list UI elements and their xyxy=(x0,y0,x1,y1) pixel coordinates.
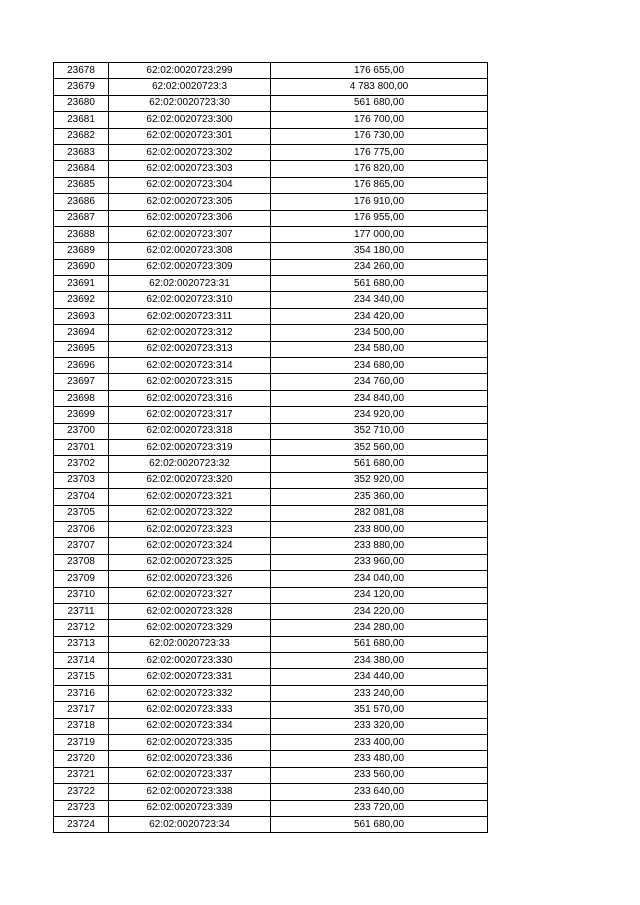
cadastral-value-cell: 176 910,00 xyxy=(271,194,488,210)
cadastral-value-cell: 234 420,00 xyxy=(271,308,488,324)
cadastral-value-cell: 234 260,00 xyxy=(271,259,488,275)
cadastral-number-cell: 62:02:0020723:321 xyxy=(109,489,271,505)
row-number-cell: 23693 xyxy=(54,308,109,324)
cadastral-number-cell: 62:02:0020723:303 xyxy=(109,161,271,177)
cadastral-number-cell: 62:02:0020723:299 xyxy=(109,63,271,79)
table-row xyxy=(54,456,488,472)
table-row xyxy=(54,636,488,652)
cadastral-number-cell: 62:02:0020723:332 xyxy=(109,685,271,701)
cadastral-value-cell: 233 560,00 xyxy=(271,767,488,783)
cadastral-value-cell: 235 360,00 xyxy=(271,489,488,505)
cadastral-value-cell: 176 655,00 xyxy=(271,63,488,79)
cadastral-value-cell: 234 280,00 xyxy=(271,620,488,636)
table-row xyxy=(54,79,488,95)
table-row xyxy=(54,735,488,751)
cadastral-value-cell: 233 400,00 xyxy=(271,735,488,751)
table-row xyxy=(54,538,488,554)
row-number-cell: 23706 xyxy=(54,521,109,537)
table-row xyxy=(54,603,488,619)
cadastral-value-cell: 234 580,00 xyxy=(271,341,488,357)
row-number-cell: 23689 xyxy=(54,243,109,259)
table-row xyxy=(54,358,488,374)
cadastral-value-cell: 234 120,00 xyxy=(271,587,488,603)
table-row xyxy=(54,374,488,390)
cadastral-value-cell: 176 775,00 xyxy=(271,144,488,160)
cadastral-number-cell: 62:02:0020723:331 xyxy=(109,669,271,685)
row-number-cell: 23678 xyxy=(54,63,109,79)
cadastral-value-cell: 234 220,00 xyxy=(271,603,488,619)
row-number-cell: 23698 xyxy=(54,390,109,406)
cadastral-number-cell: 62:02:0020723:326 xyxy=(109,571,271,587)
row-number-cell: 23718 xyxy=(54,718,109,734)
row-number-cell: 23680 xyxy=(54,95,109,111)
table-row xyxy=(54,685,488,701)
row-number-cell: 23702 xyxy=(54,456,109,472)
cadastral-value-cell: 234 440,00 xyxy=(271,669,488,685)
cadastral-number-cell: 62:02:0020723:31 xyxy=(109,276,271,292)
cadastral-number-cell: 62:02:0020723:327 xyxy=(109,587,271,603)
row-number-cell: 23722 xyxy=(54,784,109,800)
cadastral-number-cell: 62:02:0020723:32 xyxy=(109,456,271,472)
row-number-cell: 23714 xyxy=(54,653,109,669)
cadastral-number-cell: 62:02:0020723:319 xyxy=(109,439,271,455)
row-number-cell: 23695 xyxy=(54,341,109,357)
cadastral-value-cell: 352 710,00 xyxy=(271,423,488,439)
table-row xyxy=(54,767,488,783)
cadastral-number-cell: 62:02:0020723:329 xyxy=(109,620,271,636)
cadastral-number-cell: 62:02:0020723:328 xyxy=(109,603,271,619)
row-number-cell: 23712 xyxy=(54,620,109,636)
cadastral-value-cell: 233 800,00 xyxy=(271,521,488,537)
table-row xyxy=(54,194,488,210)
cadastral-number-cell: 62:02:0020723:330 xyxy=(109,653,271,669)
cadastral-value-cell: 561 680,00 xyxy=(271,95,488,111)
cadastral-value-cell: 176 955,00 xyxy=(271,210,488,226)
table-row xyxy=(54,63,488,79)
cadastral-value-cell: 233 320,00 xyxy=(271,718,488,734)
cadastral-value-cell: 234 680,00 xyxy=(271,358,488,374)
row-number-cell: 23719 xyxy=(54,735,109,751)
cadastral-value-cell: 561 680,00 xyxy=(271,636,488,652)
table-row xyxy=(54,554,488,570)
table-row xyxy=(54,489,488,505)
cadastral-value-cell: 234 840,00 xyxy=(271,390,488,406)
table-row xyxy=(54,620,488,636)
cadastral-number-cell: 62:02:0020723:302 xyxy=(109,144,271,160)
cadastral-number-cell: 62:02:0020723:322 xyxy=(109,505,271,521)
row-number-cell: 23711 xyxy=(54,603,109,619)
table-row xyxy=(54,653,488,669)
row-number-cell: 23700 xyxy=(54,423,109,439)
cadastral-value-cell: 351 570,00 xyxy=(271,702,488,718)
row-number-cell: 23707 xyxy=(54,538,109,554)
table-row xyxy=(54,308,488,324)
row-number-cell: 23721 xyxy=(54,767,109,783)
table-row xyxy=(54,423,488,439)
cadastral-number-cell: 62:02:0020723:335 xyxy=(109,735,271,751)
row-number-cell: 23703 xyxy=(54,472,109,488)
cadastral-number-cell: 62:02:0020723:3 xyxy=(109,79,271,95)
cadastral-number-cell: 62:02:0020723:34 xyxy=(109,816,271,832)
cadastral-value-cell: 234 380,00 xyxy=(271,653,488,669)
cadastral-value-cell: 561 680,00 xyxy=(271,276,488,292)
row-number-cell: 23694 xyxy=(54,325,109,341)
cadastral-value-cell: 234 920,00 xyxy=(271,407,488,423)
row-number-cell: 23683 xyxy=(54,144,109,160)
row-number-cell: 23710 xyxy=(54,587,109,603)
cadastral-value-cell: 234 340,00 xyxy=(271,292,488,308)
table-row xyxy=(54,816,488,832)
table-row xyxy=(54,226,488,242)
cadastral-number-cell: 62:02:0020723:307 xyxy=(109,226,271,242)
row-number-cell: 23715 xyxy=(54,669,109,685)
table-row xyxy=(54,210,488,226)
row-number-cell: 23716 xyxy=(54,685,109,701)
table-row xyxy=(54,144,488,160)
cadastral-value-cell: 561 680,00 xyxy=(271,816,488,832)
table-row xyxy=(54,390,488,406)
cadastral-number-cell: 62:02:0020723:323 xyxy=(109,521,271,537)
cadastral-number-cell: 62:02:0020723:310 xyxy=(109,292,271,308)
table-row xyxy=(54,407,488,423)
cadastral-value-cell: 561 680,00 xyxy=(271,456,488,472)
cadastral-number-cell: 62:02:0020723:334 xyxy=(109,718,271,734)
cadastral-number-cell: 62:02:0020723:309 xyxy=(109,259,271,275)
cadastral-number-cell: 62:02:0020723:300 xyxy=(109,112,271,128)
table-row xyxy=(54,292,488,308)
cadastral-number-cell: 62:02:0020723:301 xyxy=(109,128,271,144)
cadastral-value-cell: 176 700,00 xyxy=(271,112,488,128)
cadastral-value-cell: 4 783 800,00 xyxy=(271,79,488,95)
table-row xyxy=(54,702,488,718)
cadastral-number-cell: 62:02:0020723:314 xyxy=(109,358,271,374)
cadastral-number-cell: 62:02:0020723:339 xyxy=(109,800,271,816)
cadastral-number-cell: 62:02:0020723:324 xyxy=(109,538,271,554)
cadastral-number-cell: 62:02:0020723:312 xyxy=(109,325,271,341)
cadastral-number-cell: 62:02:0020723:317 xyxy=(109,407,271,423)
row-number-cell: 23708 xyxy=(54,554,109,570)
row-number-cell: 23697 xyxy=(54,374,109,390)
cadastral-number-cell: 62:02:0020723:305 xyxy=(109,194,271,210)
cadastral-number-cell: 62:02:0020723:336 xyxy=(109,751,271,767)
table-row xyxy=(54,439,488,455)
table-row xyxy=(54,784,488,800)
row-number-cell: 23682 xyxy=(54,128,109,144)
cadastral-number-cell: 62:02:0020723:316 xyxy=(109,390,271,406)
cadastral-number-cell: 62:02:0020723:33 xyxy=(109,636,271,652)
cadastral-number-cell: 62:02:0020723:325 xyxy=(109,554,271,570)
table-row xyxy=(54,325,488,341)
table-row xyxy=(54,472,488,488)
row-number-cell: 23684 xyxy=(54,161,109,177)
cadastral-value-cell: 233 640,00 xyxy=(271,784,488,800)
table-row xyxy=(54,571,488,587)
cadastral-number-cell: 62:02:0020723:306 xyxy=(109,210,271,226)
row-number-cell: 23704 xyxy=(54,489,109,505)
cadastral-value-cell: 352 920,00 xyxy=(271,472,488,488)
cadastral-number-cell: 62:02:0020723:337 xyxy=(109,767,271,783)
cadastral-number-cell: 62:02:0020723:30 xyxy=(109,95,271,111)
table-row xyxy=(54,587,488,603)
cadastral-value-cell: 282 081,08 xyxy=(271,505,488,521)
row-number-cell: 23679 xyxy=(54,79,109,95)
cadastral-value-cell: 233 240,00 xyxy=(271,685,488,701)
cadastral-value-cell: 354 180,00 xyxy=(271,243,488,259)
cadastral-value-cell: 176 820,00 xyxy=(271,161,488,177)
cadastral-value-cell: 233 480,00 xyxy=(271,751,488,767)
cadastral-number-cell: 62:02:0020723:338 xyxy=(109,784,271,800)
row-number-cell: 23713 xyxy=(54,636,109,652)
table-row xyxy=(54,521,488,537)
row-number-cell: 23701 xyxy=(54,439,109,455)
table-row xyxy=(54,112,488,128)
cadastral-number-cell: 62:02:0020723:304 xyxy=(109,177,271,193)
table-row xyxy=(54,161,488,177)
row-number-cell: 23692 xyxy=(54,292,109,308)
cadastral-number-cell: 62:02:0020723:311 xyxy=(109,308,271,324)
row-number-cell: 23696 xyxy=(54,358,109,374)
row-number-cell: 23681 xyxy=(54,112,109,128)
cadastral-value-cell: 176 730,00 xyxy=(271,128,488,144)
cadastral-number-cell: 62:02:0020723:320 xyxy=(109,472,271,488)
table-row xyxy=(54,751,488,767)
cadastral-number-cell: 62:02:0020723:308 xyxy=(109,243,271,259)
table-row xyxy=(54,341,488,357)
table-row xyxy=(54,718,488,734)
cadastral-number-cell: 62:02:0020723:313 xyxy=(109,341,271,357)
cadastral-value-cell: 234 500,00 xyxy=(271,325,488,341)
table-row xyxy=(54,505,488,521)
row-number-cell: 23685 xyxy=(54,177,109,193)
cadastral-value-cell: 233 880,00 xyxy=(271,538,488,554)
row-number-cell: 23688 xyxy=(54,226,109,242)
table-row xyxy=(54,177,488,193)
cadastral-number-cell: 62:02:0020723:333 xyxy=(109,702,271,718)
row-number-cell: 23691 xyxy=(54,276,109,292)
table-row xyxy=(54,128,488,144)
table-row xyxy=(54,669,488,685)
cadastral-value-cell: 234 040,00 xyxy=(271,571,488,587)
row-number-cell: 23690 xyxy=(54,259,109,275)
cadastral-value-cell: 177 000,00 xyxy=(271,226,488,242)
cadastral-value-cell: 176 865,00 xyxy=(271,177,488,193)
cadastral-value-cell: 352 560,00 xyxy=(271,439,488,455)
table-row xyxy=(54,800,488,816)
row-number-cell: 23717 xyxy=(54,702,109,718)
cadastral-number-cell: 62:02:0020723:318 xyxy=(109,423,271,439)
cadastral-value-cell: 233 960,00 xyxy=(271,554,488,570)
row-number-cell: 23723 xyxy=(54,800,109,816)
row-number-cell: 23705 xyxy=(54,505,109,521)
cadastral-value-table xyxy=(53,62,488,833)
row-number-cell: 23686 xyxy=(54,194,109,210)
table-body xyxy=(54,63,488,833)
cadastral-number-cell: 62:02:0020723:315 xyxy=(109,374,271,390)
table-row xyxy=(54,276,488,292)
cadastral-value-cell: 233 720,00 xyxy=(271,800,488,816)
table-row xyxy=(54,243,488,259)
table-row xyxy=(54,259,488,275)
row-number-cell: 23724 xyxy=(54,816,109,832)
table-row xyxy=(54,95,488,111)
row-number-cell: 23720 xyxy=(54,751,109,767)
row-number-cell: 23687 xyxy=(54,210,109,226)
cadastral-value-cell: 234 760,00 xyxy=(271,374,488,390)
row-number-cell: 23699 xyxy=(54,407,109,423)
row-number-cell: 23709 xyxy=(54,571,109,587)
